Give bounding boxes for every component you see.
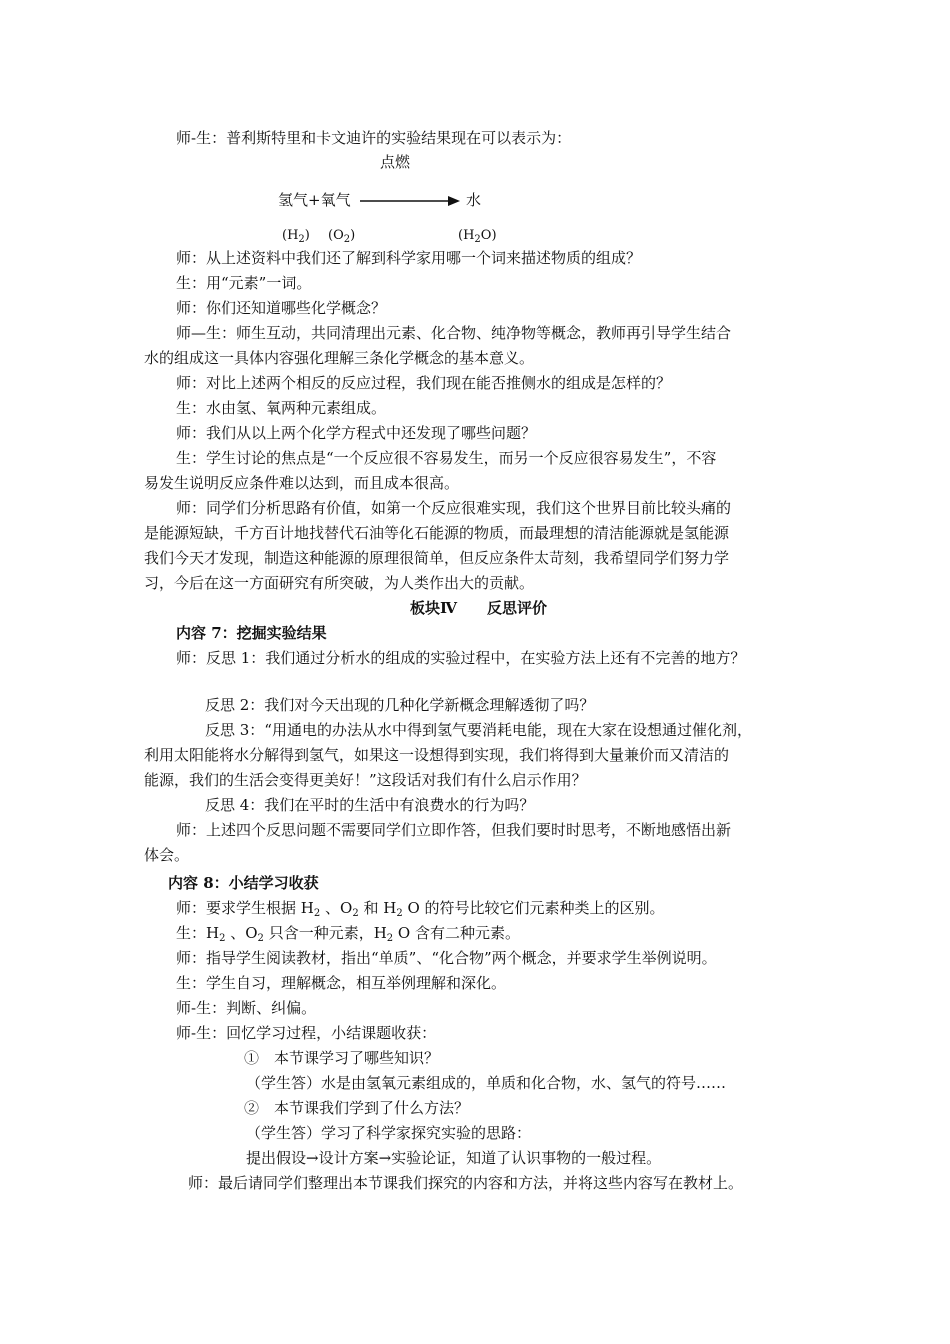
list-item: ② 本节课我们学到了什么方法？ [244, 1099, 470, 1117]
text-line: 反思 3：“用通电的办法从水中得到氢气要消耗电能，现在大家在设想通过催化剂， [205, 721, 752, 739]
text-line: 能源，我们的生活会变得更美好！”这段话对我们有什么启示作用？ [144, 771, 587, 789]
text-line: 师：最后请同学们整理出本节课我们探究的内容和方法，并将这些内容写在教材上。 [188, 1174, 744, 1192]
reaction-reactants: 氢气+氧气 [278, 191, 351, 209]
text-line: 体会。 [144, 846, 190, 864]
text-line: 师：从上述资料中我们还了解到科学家用哪一个词来描述物质的组成？ [176, 249, 642, 267]
list-item: ① 本节课学习了哪些知识？ [244, 1049, 440, 1067]
text-line: 生：学生自习，理解概念，相互举例理解和深化。 [176, 974, 507, 992]
text-line: 生：$H_2$ 、$O_2$ 只含一种元素，$H_2$ O 含有二种元素。 [176, 924, 520, 944]
text-line: 反思 2：我们对今天出现的几种化学新概念理解透彻了吗？ [205, 696, 595, 714]
text-line: 师：指导学生阅读教材，指出“单质”、“化合物”两个概念，并要求学生举例说明。 [176, 949, 717, 967]
text-line: 生：用“元素”一词。 [176, 274, 312, 292]
section-heading: 板块Ⅳ 反思评价 [410, 599, 548, 617]
text-line: 水的组成这一具体内容强化理解三条化学概念的基本意义。 [144, 349, 535, 367]
text-line: 师：上述四个反思问题不需要同学们立即作答，但我们要时时思考，不断地感悟出新 [176, 821, 732, 839]
text-line: （学生答）水是由氢氧元素组成的，单质和化合物，水、氢气的符号…… [246, 1074, 727, 1092]
text-line: 师：反思 1：我们通过分析水的组成的实验过程中，在实验方法上还有不完善的地方？ [176, 649, 746, 667]
text-line: 师-生：普利斯特里和卡文迪许的实验结果现在可以表示为： [176, 129, 572, 147]
reaction-arrow-icon [360, 195, 460, 207]
text-line: 师：同学们分析思路有价值，如第一个反应很难实现，我们这个世界目前比较头痛的 [176, 499, 732, 517]
text-line: 师：对比上述两个相反的反应过程，我们现在能否推侧水的组成是怎样的？ [176, 374, 672, 392]
formula-h2: $(H_2)$ [282, 228, 310, 245]
text-line: 师—生：师生互动，共同清理出元素、化合物、纯净物等概念，教师再引导学生结合 [176, 324, 732, 342]
text-line: 生：学生讨论的焦点是“一个反应很不容易发生，而另一个反应很容易发生”，不容 [176, 449, 717, 467]
text-line: （学生答）学习了科学家探究实验的思路： [246, 1124, 532, 1142]
content-heading: 内容 7：挖掘实验结果 [176, 624, 327, 642]
formula-o2: $(O_2)$ [328, 228, 356, 245]
reaction-condition: 点燃 [380, 153, 411, 171]
text-line: 我们今天才发现，制造这种能源的原理很简单，但反应条件太苛刻，我希望同学们努力学 [144, 549, 730, 567]
content-heading: 内容 8：小结学习收获 [168, 874, 319, 892]
text-line: 反思 4：我们在平时的生活中有浪费水的行为吗？ [205, 796, 535, 814]
text-line: 师：我们从以上两个化学方程式中还发现了哪些问题？ [176, 424, 537, 442]
text-line: 师-生：判断、纠偏。 [176, 999, 317, 1017]
formula-h2o: $(H_2O)$ [458, 228, 497, 245]
text-line: 师-生：回忆学习过程，小结课题收获： [176, 1024, 437, 1042]
text-line: 师：要求学生根据 $H_2$ 、$O_2$ 和 $H_2$ O 的符号比较它们元素种类上的区别。 [176, 899, 665, 919]
text-line: 生：水由氢、氧两种元素组成。 [176, 399, 387, 417]
reaction-product: 水 [466, 191, 482, 209]
text-line: 习，今后在这一方面研究有所突破，为人类作出大的贡献。 [144, 574, 535, 592]
text-line: 是能源短缺，千方百计地找替代石油等化石能源的物质，而最理想的清洁能源就是氢能源 [144, 524, 730, 542]
text-line: 师：你们还知道哪些化学概念？ [176, 299, 387, 317]
text-line: 易发生说明反应条件难以达到，而且成本很高。 [144, 474, 460, 492]
text-line: 提出假设→设计方案→实验论证，知道了认识事物的一般过程。 [246, 1149, 662, 1167]
text-line: 利用太阳能将水分解得到氢气，如果这一设想得到实现，我们将得到大量兼价而又清洁的 [144, 746, 730, 764]
